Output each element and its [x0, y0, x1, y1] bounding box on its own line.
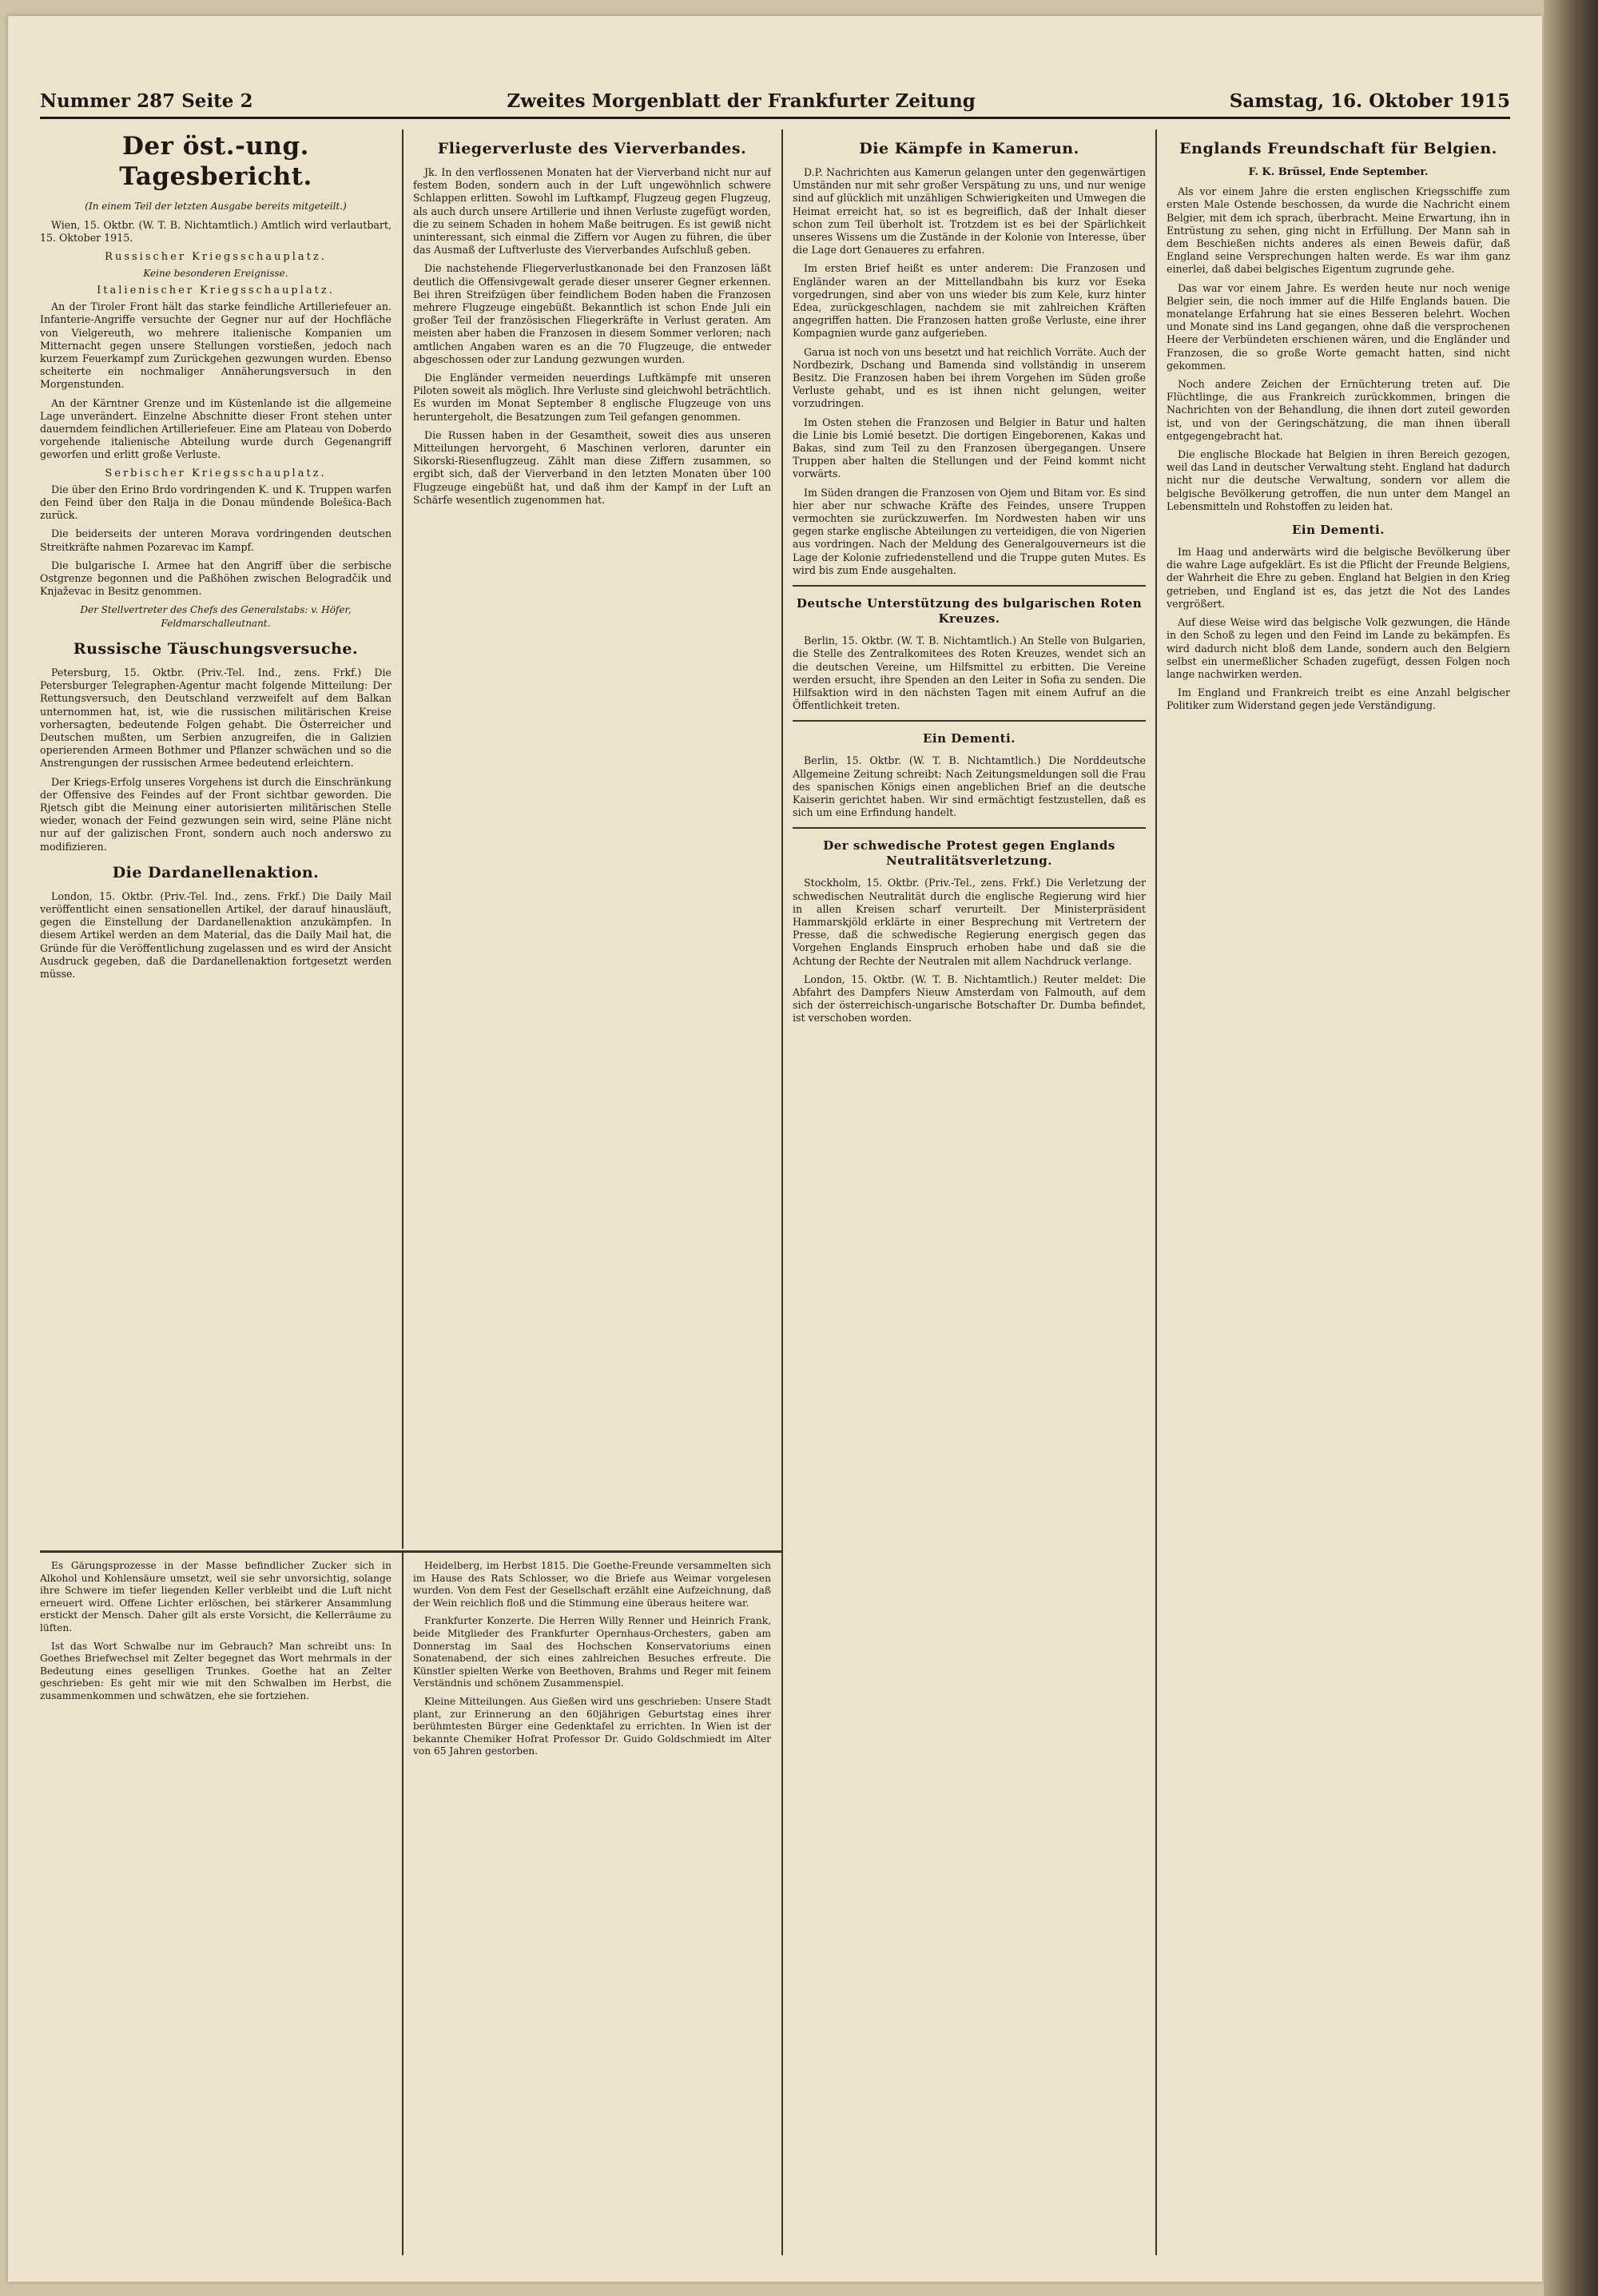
- newspaper-page: [8, 16, 1542, 2282]
- article-separator: [793, 720, 1146, 722]
- dateline: Wien, 15. Oktbr. (W. T. B. Nichtamtlich.) Amtlich wird verlautbart, 15. Oktober 1915.: [40, 219, 392, 245]
- column-1: [40, 129, 392, 1544]
- paragraph: Die über den Erino Brdo vordringenden K. und K. Truppen warfen den Feind über den Ralja in die Donau mündende Bolešica-Bach zurück.: [40, 483, 392, 522]
- paragraph: Es Gärungsprozesse in der Masse befindlicher Zucker sich in Alkohol und Kohlensäure umsetzt, weil sie sehr unvorsichtig, solange ihre Schwere im tiefer liegenden Keller verbleibt und die Luft nicht erneuert wird. Offene Lichter erlöschen, bei stärkerer Ansammlung erstickt der Mensch. Daher gilt als erste Vorsicht, die Kellerräume zu lüften.: [40, 1560, 392, 1633]
- column-rule: [402, 129, 403, 1549]
- article-separator: [793, 585, 1146, 587]
- paragraph: Im Süden drangen die Franzosen von Ojem und Bitam vor. Es sind hier aber nur schwache Kräfte des Feindes, unsere Truppen vermochten sie zurückzuwerfen. Im Nordwesten haben wir uns gegen starke englische Abteilungen zu verteidigen, die von Nigerien aus vordringen. Nach der Meldung des Generalgouverneurs ist die Lage der Kolonie zufriedenstellend und die Truppe guten Mutes. Es wird bis zum Ende ausgehalten.: [793, 486, 1146, 576]
- paragraph: Die englische Blockade hat Belgien in ihren Bereich gezogen, weil das Land in deutscher Verwaltung steht. England hat dadurch nicht nur die deutsche Verwaltung, sondern vor allem die belgische Bevölkerung getroffen, die nun unter dem Mangel an Lebensmitteln und Rohstoffen zu leiden hat.: [1167, 448, 1510, 512]
- paragraph: Die Russen haben in der Gesamtheit, soweit dies aus unseren Mitteilungen hervorgeht, 6 Maschinen verloren, darunter ein Sikorski-Riesenflugzeug. Zählt man diese Ziffern zusammen, so ergibt sich, daß der Vierverband in den letzten Monaten über 100 Flugzeuge eingebüßt hat, und daß ihm der Kampf in der Luft an Schärfe wesentlich zugenommen hat.: [413, 428, 771, 506]
- header-date: Samstag, 16. Oktober 1915: [1229, 90, 1510, 112]
- page-header: [40, 85, 1510, 119]
- paragraph: Garua ist noch von uns besetzt und hat reichlich Vorräte. Auch der Nordbezirk, Dschang und Bamenda sind vollständig in unserem Besitz. Die Franzosen haben bei ihrem Vorgehen im Süden große Verluste gehabt, und es ist ihnen nicht gelungen, weiter vorzudringen.: [793, 345, 1146, 410]
- paragraph: Die bulgarische I. Armee hat den Angriff über die serbische Ostgrenze begonnen und die Paßhöhen zwischen Belogradčik und Knjaževac in Besitz genommen.: [40, 559, 392, 598]
- headline-dementi: Ein Dementi.: [923, 731, 1016, 746]
- paragraph: An der Kärntner Grenze und im Küstenlande ist die allgemeine Lage unverändert. Einzelne Abschnitte dieser Front stehen unter dauerndem feindlichen Artilleriefeuer. Eine am Plateau von Doberdo vorgehende italienische Abteilung wurde durch Gegenangriff geworfen und erlitt große Verluste.: [40, 396, 392, 461]
- paragraph: Berlin, 15. Oktbr. (W. T. B. Nichtamtlich.) An Stelle von Bulgarien, die Stelle des Zentralkomitees des Roten Kreuzes, wendet sich an die deutschen Vereine, um Hilfsmittel zu erbitten. Die Vereine werden ersucht, ihre Spenden an den Leiter in Sofia zu senden. Die Hilfsaktion wird in den nächsten Tagen mit einem Aufruf an die Öffentlichkeit treten.: [793, 635, 1146, 712]
- subline: (In einem Teil der letzten Ausgabe bereits mitgeteilt.): [85, 201, 347, 212]
- paragraph: Ist das Wort Schwalbe nur im Gebrauch? Man schreibt uns: In Goethes Briefwechsel mit Zelter begegnet das Wort mehrmals in der Bedeutung eines geselligen Trunkes. Goethe hat an Zelter geschrieben: Es geht mir wie mit den Schwalben im Herbst, die zusammenkommen und schwätzen, ehe sie fortziehen.: [40, 1640, 392, 1701]
- headline-kamerun: Die Kämpfe in Kamerun.: [859, 140, 1079, 157]
- column-4: [1167, 129, 1510, 2247]
- paragraph: Im ersten Brief heißt es unter anderem: Die Franzosen und Engländer waren an der Mittellandbahn bis kurz vor Eseka vorgedrungen, sind aber von uns wieder bis zum Kele, kurz hinter Edea, zurückgeschlagen, nachdem sie mit zahlreichen Kräften angegriffen hatten. Die Franzosen hatten große Verluste, eine ihrer Kompagnien wurde ganz aufgerieben.: [793, 262, 1146, 340]
- column-rule: [402, 1553, 403, 2255]
- paragraph: Kleine Mitteilungen. Aus Gießen wird uns geschrieben: Unsere Stadt plant, zur Erinnerung an den 60jährigen Geburtstag eines ihrer berühmtesten Bürger eine Gedenktafel zu errichten. In Wien ist der bekannte Chemiker Hofrat Professor Dr. Guido Goldschmiedt im Alter von 65 Jahren gestorben.: [413, 1695, 771, 1757]
- paragraph: London, 15. Oktbr. (W. T. B. Nichtamtlich.) Reuter meldet: Die Abfahrt des Dampfers Nieuw Amsterdam von Falmouth, auf dem sich der österreichisch-ungarische Botschafter Dr. Dumba befindet, ist verschoben worden.: [793, 973, 1146, 1025]
- header-masthead: Zweites Morgenblatt der Frankfurter Zeitung: [507, 90, 976, 112]
- paragraph: D.P. Nachrichten aus Kamerun gelangen unter den gegenwärtigen Umständen nur mit sehr großer Verspätung zu uns, und nur wenige sind auf glücklich mit unzähligen Schwierigkeiten und Umwegen die Heimat erreicht hat, so ist es begreiflich, daß der Inhalt dieser schon zum Teil überholt ist. Trotzdem ist es bei der Spärlichkeit unseres Wissens um die Zustände in der Kolonie von Interesse, über die Lage dort Genaueres zu erfahren.: [793, 166, 1146, 257]
- signature: Der Stellvertreter des Chefs des Generalstabs: v. Höfer, Feldmarschalleutnant.: [80, 604, 352, 629]
- column-rule: [1155, 129, 1157, 2255]
- feuilleton-divider: [40, 1550, 781, 1553]
- column-2: [413, 129, 771, 1544]
- paragraph: Noch andere Zeichen der Ernüchterung treten auf. Die Flüchtlinge, die aus Frankreich zurückkommen, bringen die Nachrichten von der Behandlung, die ihnen dort zuteil geworden ist, und von der Geringschätzung, die man ihnen überall entgegengebracht hat.: [1167, 378, 1510, 442]
- headline-dardanelles: Die Dardanellenaktion.: [112, 863, 320, 881]
- section-russian-front: Russischer Kriegsschauplatz.: [105, 250, 327, 263]
- paragraph: Auf diese Weise wird das belgische Volk gezwungen, die Hände in den Schoß zu legen und den Feind im Lande zu bekämpfen. Es wird dadurch nicht bloß dem Lande, sondern auch den Belgiern selbst ein unermeßlicher Schaden zugefügt, dessen Folgen noch lange nachwirken werden.: [1167, 616, 1510, 680]
- header-issue-page: Nummer 287 Seite 2: [40, 90, 253, 112]
- paragraph: Stockholm, 15. Oktbr. (Priv.-Tel., zens. Frkf.) Die Verletzung der schwedischen Neutralität durch die englische Regierung wird hier in allen Kreisen scharf verurteilt. Der Ministerpräsident Hammarskjöld erklärte in einer Besprechung mit Vertretern der Presse, daß die schwedische Regierung energisch gegen das Vorgehen Englands Einspruch erhoben habe und daß sie die Achtung der Rechte der Neutralen mit allem Nachdruck verlange.: [793, 877, 1146, 967]
- headline-russian-deception: Russische Täuschungsversuche.: [73, 639, 359, 658]
- section-serbian-front: Serbischer Kriegsschauplatz.: [105, 467, 327, 479]
- paragraph: Die nachstehende Fliegerverlustkanonade bei den Franzosen läßt deutlich die Offensivgewalt gerade dieser unserer Gegner erkennen. Bei ihren Streifzügen über feindlichem Boden haben die Franzosen mehrere Flugzeuge eingebüßt. Bekanntlich ist schon Ende Juli ein großer Teil der französischen Fliegerkräfte in Verlust geraten. Am meisten aber haben die Franzosen in diesem Sommer verloren; nach amtlichen Angaben waren es an die 70 Flugzeuge, die entweder abgeschossen oder zur Landung gezwungen wurden.: [413, 262, 771, 365]
- paragraph: Das war vor einem Jahre. Es werden heute nur noch wenige Belgier sein, die noch immer auf die Hilfe Englands bauen. Die monatelange Erfahrung hat sie eines Besseren belehrt. Wochen und Monate sind ins Land gegangen, ohne daß die versprochenen Heere der Verbündeten erschienen wären, und die Engländer und Franzosen, die so große Worte gemacht hatten, sind nicht gekommen.: [1167, 281, 1510, 372]
- paragraph: Petersburg, 15. Oktbr. (Priv.-Tel. Ind., zens. Frkf.) Die Petersburger Telegraphen-Agentur macht folgende Mitteilung: Der Rettungsversuch, den Deutschland verzweifelt auf dem Balkan unternommen hat, ist, wie die russischen militärischen Kreise vorhersagten, bedeutende Folgen gehabt. Die Österreicher und Deutschen mußten, um Serbien anzugreifen, die in Galizien operierenden Armeen Bothmer und Pflanzer schwächen und so die Anstrengungen der russischen Armee bedeutend erleichtern.: [40, 666, 392, 770]
- paragraph: London, 15. Oktbr. (Priv.-Tel. Ind., zens. Frkf.) Die Daily Mail veröffentlicht einen sensationellen Artikel, der darauf hinausläuft, gegen die Einstellung der Dardanellenaktion anzukämpfen. In diesem Artikel werden an dem Material, das die Daily Mail hat, die Gründe für die Veröffentlichung zugelassen und es wird der Ansicht Ausdruck gegeben, daß die Dardanellenaktion fortgesetzt werden müsse.: [40, 889, 392, 980]
- paragraph: Der Kriegs-Erfolg unseres Vorgehens ist durch die Einschränkung der Offensive des Feindes auf der Front sichtbar geworden. Die Rjetsch gibt die Meinung einer autorisierten militärischen Stelle wieder, wonach der Feind gezwungen sein wird, seine Pläne nicht nur auf der galizischen Front, sondern auch noch anderswo zu modifizieren.: [40, 775, 392, 853]
- paragraph: Im England und Frankreich treibt es eine Anzahl belgischer Politiker zum Widerstand gegen jede Verständigung.: [1167, 686, 1510, 712]
- headline-tagesbericht: Der öst.-ung. Tagesbericht.: [119, 132, 312, 191]
- paragraph: Die Engländer vermeiden neuerdings Luftkämpfe mit unseren Piloten soweit als möglich. Ihre Verluste sind gleichwohl beträchtlich. Es wurden im Monat September 8 englische Flugzeuge von uns heruntergeholt, die Besatzungen zum Teil gefangen genommen.: [413, 372, 771, 423]
- article-separator: [793, 827, 1146, 829]
- paragraph: Im Haag und anderwärts wird die belgische Bevölkerung über die wahre Lage aufgeklärt. Es ist die Pflicht der Freunde Belgiens, der Wahrheit die Ehre zu geben. England hat Belgien in den Krieg getrieben, und England ist es, das jetzt die Not des Landes vergrößert.: [1167, 546, 1510, 610]
- headline-dementi-2: Ein Dementi.: [1292, 523, 1385, 538]
- headline-fliegerverluste: Fliegerverluste des Vierverbandes.: [437, 140, 747, 157]
- headline-red-cross: Deutsche Unterstützung des bulgarischen Roten Kreuzes.: [796, 596, 1143, 627]
- paragraph: Heidelberg, im Herbst 1815. Die Goethe-Freunde versammelten sich im Hause des Rats Schlosser, wo die Briefe aus Weimar vorgelesen wurden. Von dem Fest der Gesellschaft erzählt eine Aufzeichnung, daß der Wein reichlich floß und die Stimmung eine überaus heitere war.: [413, 1560, 771, 1609]
- headline-swedish-protest: Der schwedische Protest gegen Englands Neutralitätsverletzung.: [823, 838, 1115, 869]
- column-rule: [781, 129, 783, 2255]
- section-note: Keine besonderen Ereignisse.: [143, 267, 288, 279]
- paragraph: Als vor einem Jahre die ersten englischen Kriegsschiffe zum ersten Male Ostende beschossen, da wurde die Nachricht einem Belgier, mit dem ich sprach, überbracht. Meine Erwartung, ihn in Entrüstung zu sehen, ging nicht in Erfüllung. Der Mann sah in dem Beschießen nichts anderes als einen Beweis dafür, daß England seine Versprechungen halten werde. Es war ihm ganz einerlei, daß dabei belgisches Eigentum zugrunde gehe.: [1167, 185, 1510, 276]
- section-italian-front: Italienischer Kriegsschauplatz.: [97, 285, 335, 297]
- feuilleton-right: [413, 1560, 771, 2247]
- headline-belgien: Englands Freundschaft für Belgien.: [1179, 140, 1497, 157]
- book-binding-edge: [1544, 0, 1598, 2296]
- paragraph: Jk. In den verflossenen Monaten hat der Vierverband nicht nur auf festem Boden, sondern auch in der Luft ungewöhnlich schwere Schlappen erlitten. Sowohl im Luftkampf, Flugzeug gegen Flugzeug, als auch durch unsere Artillerie und ihnen Verluste zugefügt worden, die zu seinem Schaden in hohem Maße beitrugen. Es ist gewiß nicht uninteressant, sich einmal die Ziffern vor Augen zu führen, die über das Ausmaß der Luftverluste des Vierverbandes Aufschluß geben.: [413, 166, 771, 257]
- paragraph: An der Tiroler Front hält das starke feindliche Artilleriefeuer an. Infanterie-Angriffe versuchte der Gegner nur auf der Hochfläche von Vielgereuth, wo mehrere italienische Kompanien um Mitternacht gegen unsere Stellungen vorstießen, jedoch nach kurzem Feuerkampf zum Zurückgehen gezwungen wurden. Ebenso scheiterte ein nochmaliger Annäherungsversuch in den Morgenstunden.: [40, 300, 392, 391]
- paragraph: Berlin, 15. Oktbr. (W. T. B. Nichtamtlich.) Die Norddeutsche Allgemeine Zeitung schreibt: Nach Zeitungsmeldungen soll die Frau des spanischen Königs einen angeblichen Brief an die deutsche Kaiserin gerichtet haben. Wir sind ermächtigt festzustellen, daß es sich um eine Erfindung handelt.: [793, 754, 1146, 819]
- column-3: [793, 129, 1146, 2247]
- paragraph: Im Osten stehen die Franzosen und Belgier in Batur und halten die Linie bis Lomié besetzt. Die dortigen Eingeborenen, Kakas und Bakas, sind zum Teil zu den Franzosen übergegangen. Unsere Truppen aber halten die Stellungen und der Feind kommt nicht vorwärts.: [793, 416, 1146, 480]
- paragraph: Die beiderseits der unteren Morava vordringenden deutschen Streitkräfte nahmen Pozarevac im Kampf.: [40, 527, 392, 553]
- byline: F. K. Brüssel, Ende September.: [1248, 166, 1429, 178]
- feuilleton-left: [40, 1560, 392, 2247]
- paragraph: Frankfurter Konzerte. Die Herren Willy Renner und Heinrich Frank, beide Mitglieder des Frankfurter Opernhaus-Orchesters, gaben am Donnerstag im Saal des Hochschen Konservatoriums einen Sonatenabend, der sich eines zahlreichen Besuches erfreute. Die Künstler spielten Werke von Beethoven, Brahms und Reger mit feinem Verständnis und schönem Zusammenspiel.: [413, 1615, 771, 1689]
